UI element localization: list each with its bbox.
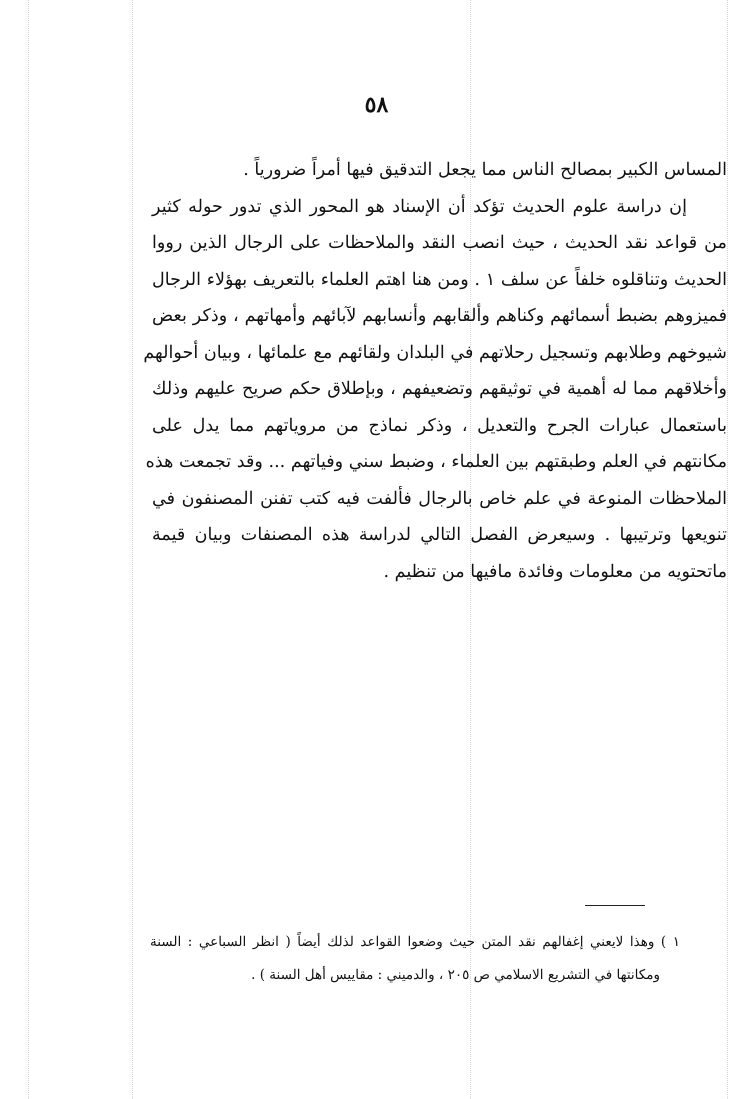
body-line: الحديث وتناقلوه خلفاً عن سلف ١ . ومن هنا اهتم العلماء بالتعريف بهؤلاء الرجال bbox=[152, 269, 727, 290]
body-line: شيوخهم وطلابهم وتسجيل رحلاتهم في البلدان ولقائهم مع علمائها ، وبيان أحوالهم bbox=[143, 342, 727, 363]
body-line: باستعمال عبارات الجرح والتعديل ، وذكر نماذج من مروياتهم مما يدل على bbox=[152, 415, 727, 436]
body-text bbox=[143, 152, 727, 590]
footnote-separator bbox=[585, 905, 645, 906]
footnote-line: ومكانتها في التشريع الاسلامي ص ٢٠٥ ، والدميني : مقاييس أهل السنة ) . bbox=[251, 967, 660, 983]
scan-artifact-line bbox=[132, 0, 133, 1099]
body-line: ماتحتويه من معلومات وفائدة مافيها من تنظيم . bbox=[383, 561, 727, 582]
body-line: الملاحظات المنوعة في علم خاص بالرجال فألفت فيه كتب تفنن المصنفون في bbox=[152, 488, 727, 509]
scan-artifact-line bbox=[28, 0, 29, 1099]
scan-artifact-line bbox=[727, 0, 728, 1099]
body-line: مكانتهم في العلم وطبقتهم بين العلماء ، وضبط سني وفياتهم ... وقد تجمعت هذه bbox=[145, 452, 727, 472]
body-line: فميزوهم بضبط أسمائهم وكناهم وألقابهم وأنسابهم لآبائهم وأمهاتهم ، وذكر بعض bbox=[152, 306, 727, 326]
footnotes bbox=[150, 926, 680, 992]
footnote-line: ١ ) وهذا لايعني إغفالهم نقد المتن حيث وضعوا القواعد لذلك أيضاً ( انظر السباعي : السنة bbox=[150, 934, 680, 950]
page-number: ٥٨ bbox=[364, 92, 389, 118]
body-line: إن دراسة علوم الحديث تؤكد أن الإسناد هو المحور الذي تدور حوله كثير bbox=[152, 196, 687, 217]
body-line: من قواعد نقد الحديث ، حيث انصب النقد والملاحظات على الرجال الذين رووا bbox=[152, 233, 727, 253]
body-line: المساس الكبير بمصالح الناس مما يجعل التدقيق فيها أمراً ضرورياً . bbox=[243, 160, 727, 180]
body-line: تنويعها وترتيبها . وسيعرض الفصل التالي لدراسة هذه المصنفات وبيان قيمة bbox=[152, 525, 727, 545]
body-line: وأخلاقهم مما له أهمية في توثيقهم وتضعيفهم ، وبإطلاق حكم صريح عليهم وذلك bbox=[152, 379, 727, 399]
